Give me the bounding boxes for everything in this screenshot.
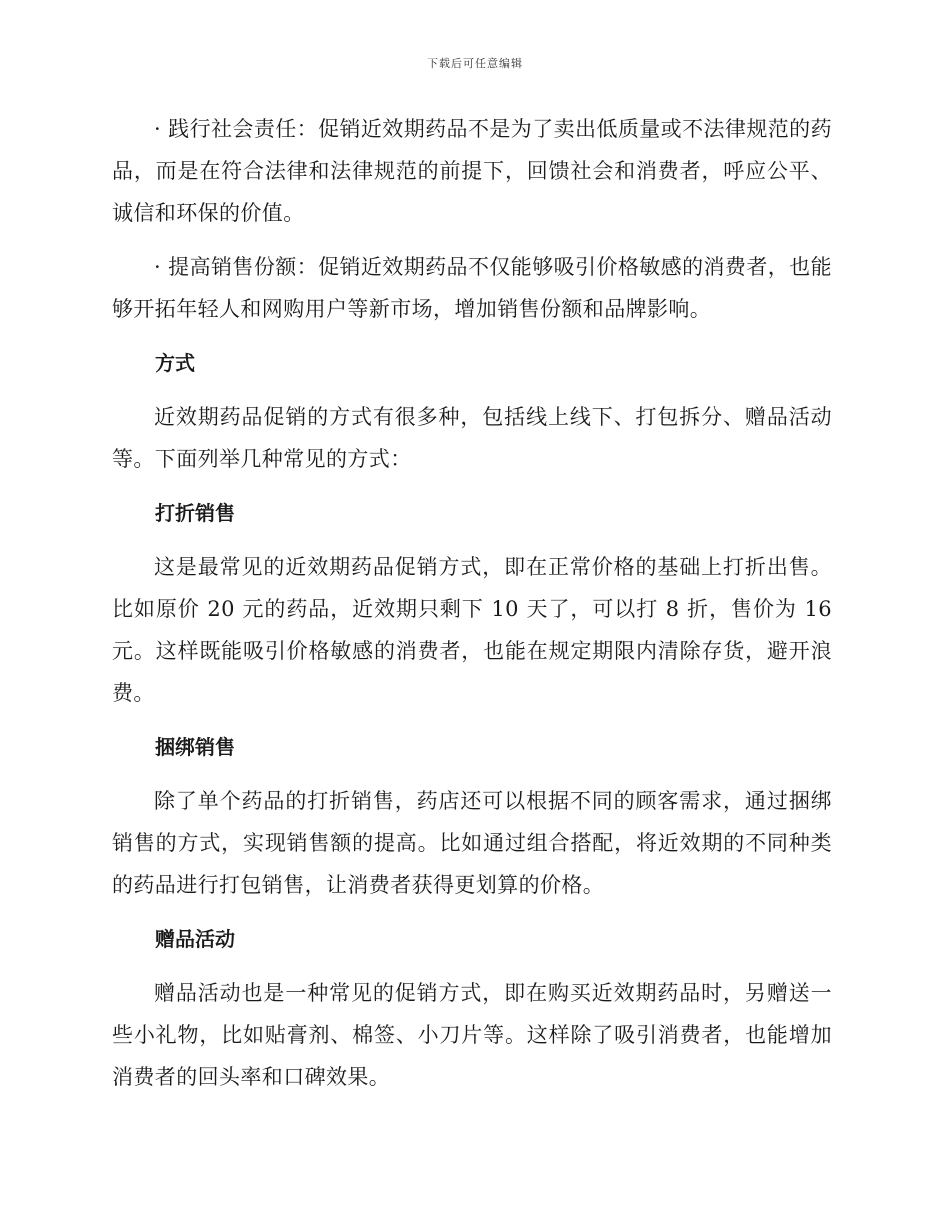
paragraph-gift-activity: 赠品活动也是一种常见的促销方式，即在购买近效期药品时，另赠送一些小礼物，比如贴膏剂、棉签、小刀片等。这样除了吸引消费者，也能增加消费者的回头率和口碑效果。: [112, 981, 832, 1089]
heading-methods: 方式: [155, 351, 195, 375]
paragraph-social-responsibility: · 践行社会责任：促销近效期药品不是为了卖出低质量或不法律规范的药品，而是在符合法律和法律规范的前提下，回馈社会和消费者，呼应公平、诚信和环保的价值。: [112, 117, 832, 225]
paragraph-sales-share: · 提高销售份额：促销近效期药品不仅能够吸引价格敏感的消费者，也能够开拓年轻人和网购用户等新市场，增加销售份额和品牌影响。: [112, 255, 832, 321]
paragraph-bundle-sales: 除了单个药品的打折销售，药店还可以根据不同的顾客需求，通过捆绑销售的方式，实现销售额的提高。比如通过组合搭配，将近效期的不同种类的药品进行打包销售，让消费者获得更划算的价格。: [112, 789, 832, 897]
paragraph-discount-sales: 这是最常见的近效期药品促销方式，即在正常价格的基础上打折出售。比如原价 20 元的药品，近效期只剩下 10 天了，可以打 8 折，售价为 16 元。这样既能吸引价格敏感的消费者，也能在规定期限内清除存货，避开浪费。: [112, 555, 832, 705]
document-body: [112, 108, 832, 1098]
heading-gift-activity: 赠品活动: [155, 927, 235, 951]
heading-bundle-sales: 捆绑销售: [155, 735, 235, 759]
paragraph-methods-intro: 近效期药品促销的方式有很多种，包括线上线下、打包拆分、赠品活动等。下面列举几种常见的方式：: [112, 405, 832, 471]
heading-discount-sales: 打折销售: [155, 501, 235, 525]
page-header-note: 下载后可任意编辑: [427, 57, 523, 70]
